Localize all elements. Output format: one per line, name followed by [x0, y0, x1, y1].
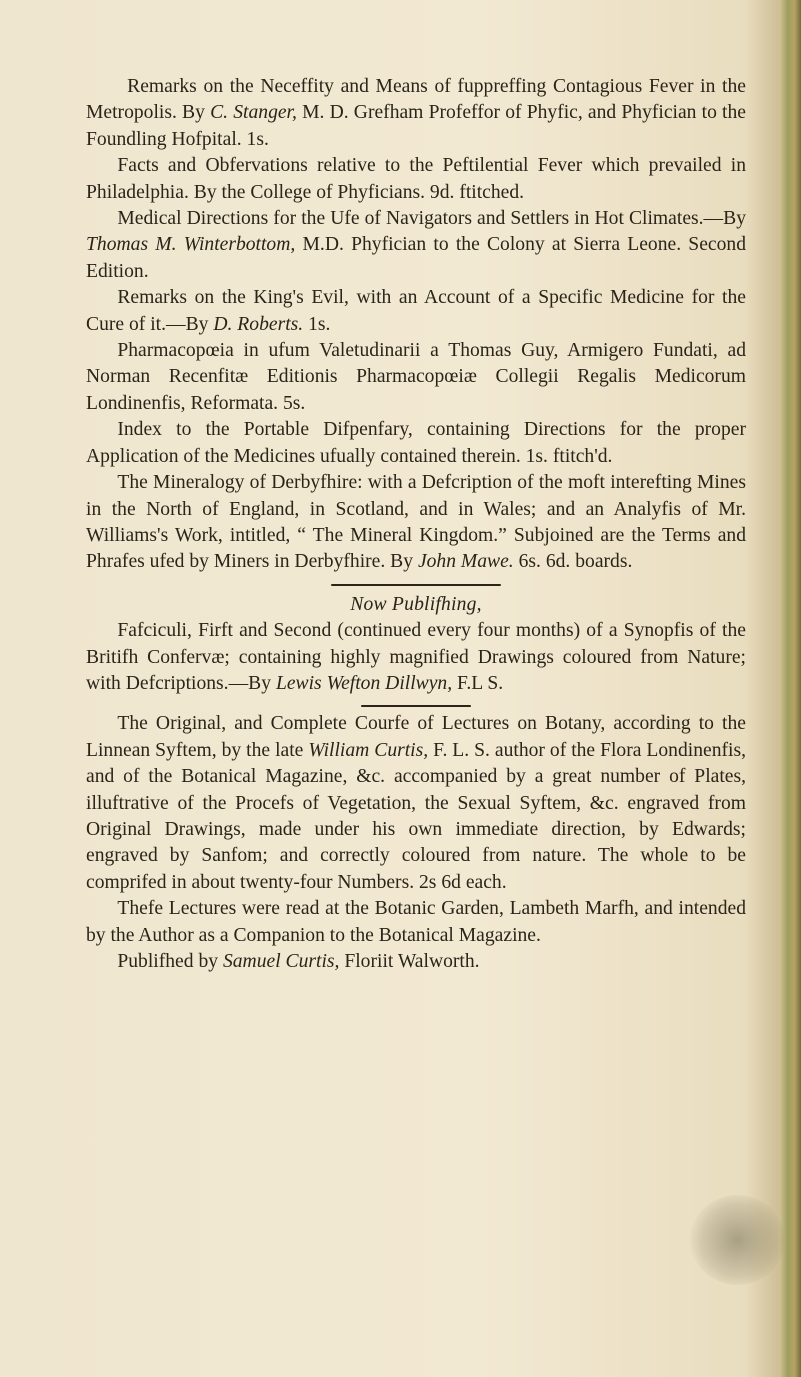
entry-portable-dispensary: Index to the Portable Difpenfary, containing Directions for the proper Application of the Medicines ufually contained therein. 1s. ftitch'd.	[86, 419, 746, 467]
entry-medical-directions: Medical Directions for the Ufe of Navigators and Settlers in Hot Climates.—By Thomas M. Winterbottom, M.D. Phyfician to the Colony at Sierra Leone. Second Edition.	[86, 208, 746, 282]
entry-pestilential-fever: Facts and Obfervations relative to the Peftilential Fever which prevailed in Philadelphia. By the College of Phyficians. 9d. ftitched.	[86, 155, 746, 203]
entry-kings-evil: Remarks on the King's Evil, with an Account of a Specific Medicine for the Cure of it.—By D. Roberts. 1s.	[86, 287, 746, 335]
entry-mineralogy-derbyshire: The Mineralogy of Derbyfhire: with a Defcription of the moft interefting Mines in the North of England, in Scotland, and in Wales; and an Analyfis of Mr. Williams's Work, intitled, “ The Mineral Kingdom.” Subjoined are the Terms and Phrafes ufed by Miners in Derbyfhire. By John Mawe. 6s. 6d. boards.	[86, 472, 746, 573]
entry-publisher-imprint: Publifhed by Samuel Curtis, Floriit Walworth.	[117, 951, 480, 972]
entry-british-confervae: Fafciculi, Firft and Second (continued every four months) of a Synopfis of the Britifh Confervæ; containing highly magnified Drawings coloured from Nature; with Defcriptions.—By Lewis Wefton Dillwyn, F.L S.	[86, 620, 746, 694]
entry-pharmacopoeia: Pharmacopœia in ufum Valetudinarii a Thomas Guy, Armigero Fundati, ad Norman Recenfitæ Editionis Pharmacopœiæ Collegii Regalis Medicorum Londinenfis, Reformata. 5s.	[86, 340, 746, 414]
entry-lectures-on-botany: The Original, and Complete Courfe of Lectures on Botany, according to the Linnean Syftem, by the late William Curtis, F. L. S. author of the Flora Londinenfis, and of the Botanical Magazine, &c. accompanied by a great number of Plates, illuftrative of the Procefs of Vegetation, the Sexual Syftem, &c. engraved from Original Drawings, made under his own immediate direction, by Edwards; engraved by Sanfom; and correctly coloured from nature. The whole to be comprifed in about twenty-four Numbers. 2s 6d each.	[86, 713, 747, 893]
entry-divider-rule	[361, 705, 471, 707]
entry-lectures-note: Thefe Lectures were read at the Botanic Garden, Lambeth Marfh, and intended by the Author as a Companion to the Botanical Magazine.	[86, 898, 746, 946]
section-heading-now-publishing: Now Publifhing,	[350, 593, 482, 615]
entry-contagious-fever: Remarks on the Neceffity and Means of fuppreffing Contagious Fever in the Metropolis. By C. Stanger, M. D. Grefham Profeffor of Phyfic, and Phyfician to the Foundling Hofpital. 1s.	[86, 76, 746, 150]
foxing-stain	[690, 1195, 785, 1285]
advertisement-text	[86, 74, 746, 975]
section-divider-rule	[331, 584, 501, 586]
page-edge-discoloration	[779, 0, 801, 1377]
